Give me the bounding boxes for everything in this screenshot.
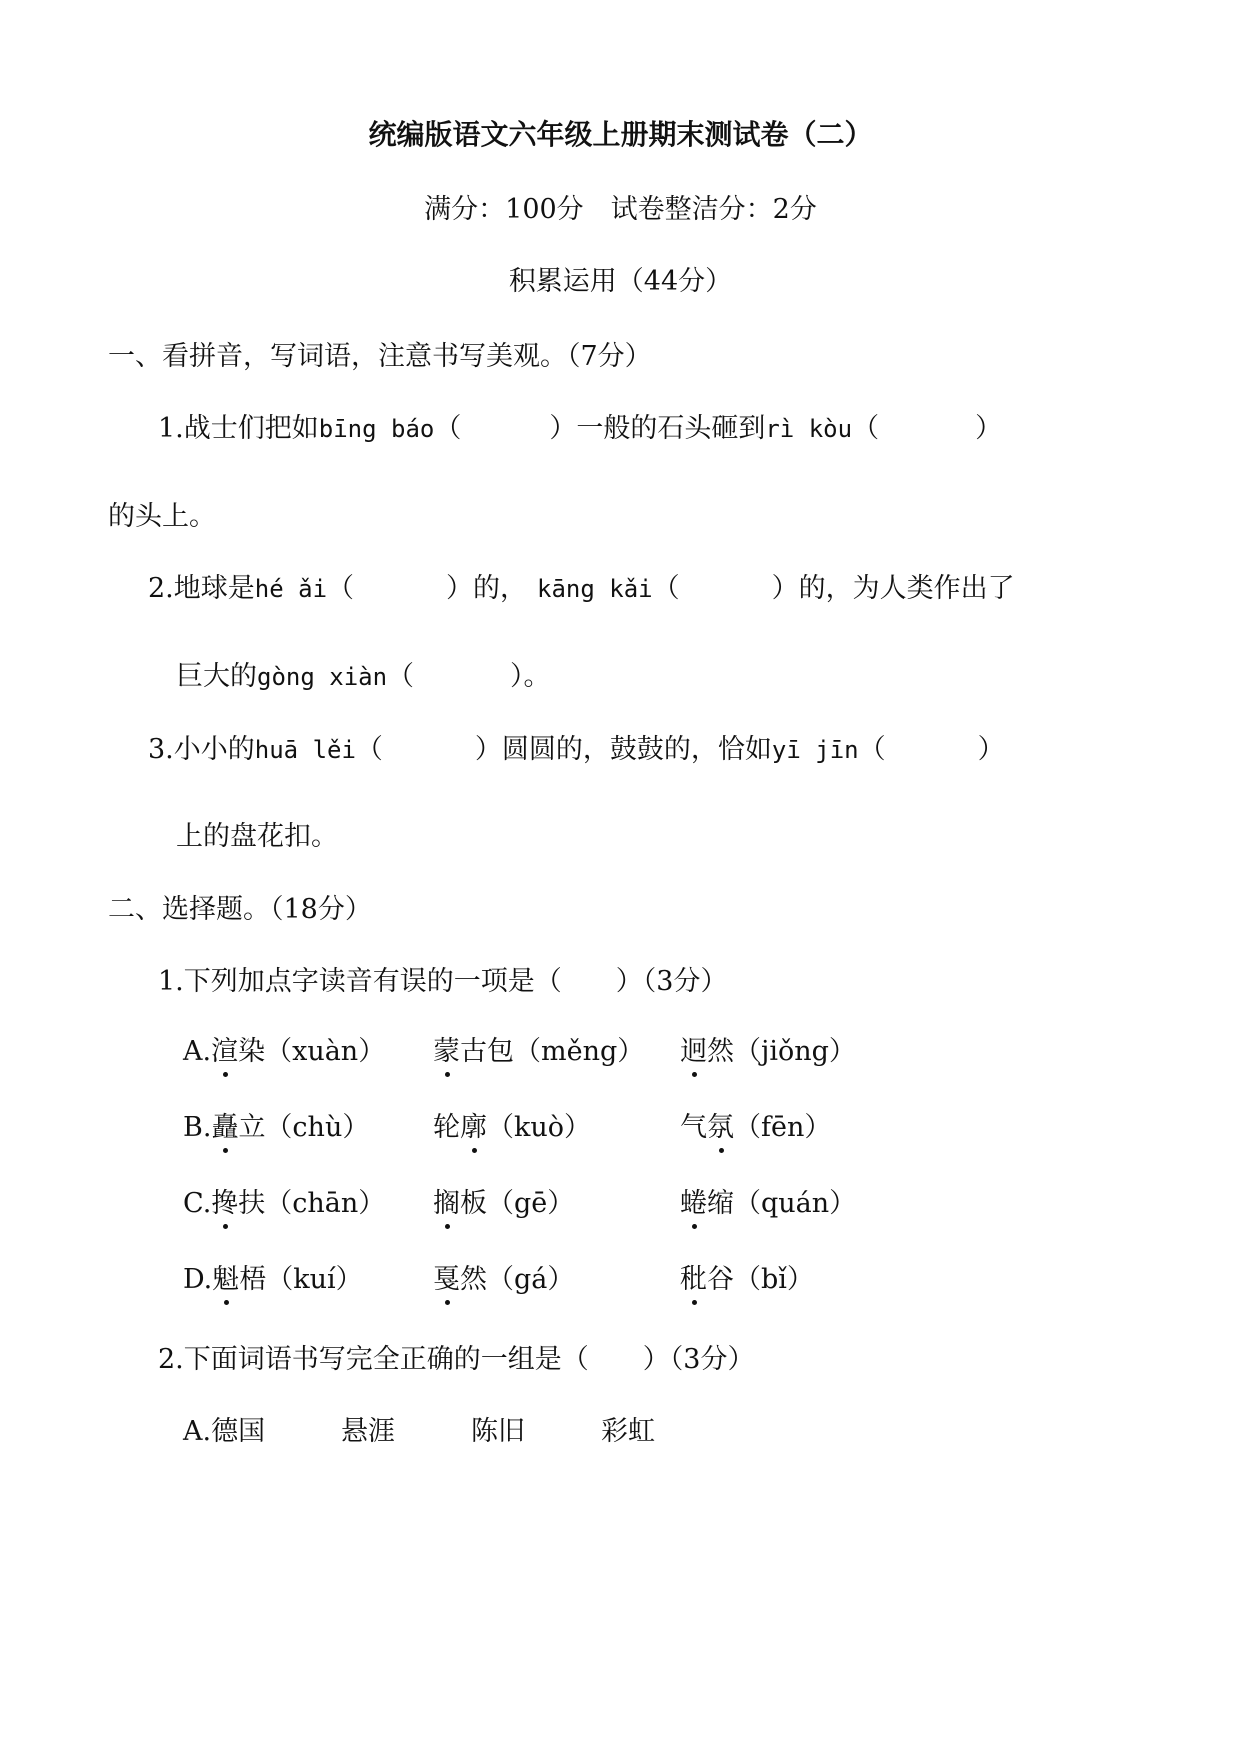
page-title: 统编版语文六年级上册期末测试卷（二） <box>368 118 873 151</box>
dotted-char: 蒙 <box>433 1036 460 1067</box>
option-c-2: 搁板（gē） <box>433 1188 575 1219</box>
option-d-2: 戛然（gá） <box>433 1264 575 1295</box>
dotted-char: 氛 <box>707 1112 734 1143</box>
pinyin: gòng xiàn <box>257 663 388 691</box>
dotted-char: 魁 <box>212 1264 240 1295</box>
dotted-char: 矗 <box>211 1112 239 1143</box>
option-b-2: 轮廓（kuò） <box>433 1112 592 1143</box>
section-heading: 积累运用（44分） <box>508 266 733 297</box>
dotted-char: 渲 <box>211 1036 239 1067</box>
text: 2.地球是 <box>148 573 255 604</box>
dotted-char: 搀 <box>211 1188 239 1219</box>
text: 3.小小的 <box>148 734 255 765</box>
option-c-3: 蜷缩（quán） <box>680 1188 857 1219</box>
option-d-1: D.魁梧（kuí） <box>183 1264 363 1295</box>
question-1-heading: 一、看拼音，写词语，注意书写美观。（7分） <box>108 341 652 372</box>
pinyin: bīng báo <box>318 415 435 443</box>
option-a-word-2: 悬涯 <box>341 1416 395 1447</box>
q1-sentence-3-end: 上的盘花扣。 <box>176 821 338 852</box>
text: ）圆圆的，鼓鼓的，恰如 <box>474 734 772 765</box>
dotted-char: 蜷 <box>680 1188 707 1219</box>
option-a-word-4: 彩虹 <box>601 1416 655 1447</box>
pinyin: hé ǎi <box>254 575 328 603</box>
q1-sentence-1-end: 的头上。 <box>108 501 216 532</box>
option-a-word-1: A.德国 <box>183 1416 266 1447</box>
pinyin: kāng kǎi <box>537 575 653 603</box>
text: ）。 <box>510 661 551 692</box>
dotted-char: 秕 <box>680 1264 707 1295</box>
dotted-char: 廓 <box>460 1112 487 1143</box>
text: ）的，为人类作出了 <box>771 573 1015 604</box>
open-paren: （ <box>652 573 680 604</box>
question-2-heading: 二、选择题。（18分） <box>108 894 372 925</box>
pinyin: huā lěi <box>254 736 356 764</box>
dotted-char: 搁 <box>433 1188 460 1219</box>
open-paren: （ <box>327 573 355 604</box>
open-paren: （ <box>387 661 415 692</box>
option-a-2: 蒙古包（měng） <box>433 1036 645 1067</box>
text: ）一般的石头砸到 <box>549 413 766 444</box>
q2-sub1-stem: 1.下列加点字读音有误的一项是（ ）（3分） <box>158 966 728 997</box>
text: 巨大的 <box>176 661 257 692</box>
q1-sentence-2 <box>148 572 1015 606</box>
option-b-3: 气氛（fēn） <box>680 1112 832 1143</box>
option-b-1: B.矗立（chù） <box>183 1112 370 1143</box>
dotted-char: 迥 <box>680 1036 707 1067</box>
q2-sub2-stem: 2.下面词语书写完全正确的一组是（ ）（3分） <box>158 1344 755 1375</box>
q1-sentence-1 <box>158 412 1002 446</box>
open-paren: （ <box>858 734 886 765</box>
q1-sentence-2-cont <box>176 660 551 694</box>
open-paren: （ <box>434 413 462 444</box>
option-a-3: 迥然（jiǒng） <box>680 1036 856 1067</box>
dotted-char: 戛 <box>433 1264 460 1295</box>
text: ）的， <box>446 573 528 604</box>
pinyin: rì kòu <box>765 415 853 443</box>
q1-sentence-3 <box>148 733 1005 767</box>
option-c-1: C.搀扶（chān） <box>183 1188 386 1219</box>
option-a-1: A.渲染（xuàn） <box>183 1036 386 1067</box>
text: 1.战士们把如 <box>158 413 319 444</box>
close-paren: ） <box>975 413 1003 444</box>
open-paren: （ <box>852 413 880 444</box>
option-a-word-3: 陈旧 <box>471 1416 525 1447</box>
option-d-3: 秕谷（bǐ） <box>680 1264 814 1295</box>
pinyin: yī jīn <box>771 736 859 764</box>
close-paren: ） <box>977 734 1005 765</box>
score-line: 满分：100分 试卷整洁分：2分 <box>424 194 817 225</box>
open-paren: （ <box>355 734 383 765</box>
